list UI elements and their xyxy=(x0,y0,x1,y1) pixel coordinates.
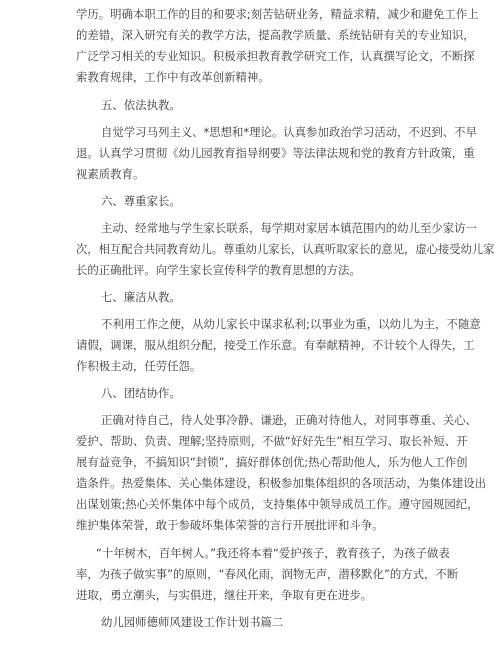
paragraph-line: 次，相互配合共同教育幼儿。尊重幼儿家长，认真听取家长的意见，虚心接受幼儿家 xyxy=(76,242,495,256)
paragraph-line: 索教育规律，工作中有改革创新精神。 xyxy=(76,70,270,84)
paragraph-line: 退。认真学习贯彻《幼儿园教育指导纲要》等法律法规和党的教育方针政策，重 xyxy=(76,146,475,160)
paragraph-line: 造条件。热爱集体、关心集体建设，积极参加集体组织的各项活动，为集体建设出 xyxy=(76,476,487,490)
section-heading: 七、廉洁从教。 xyxy=(101,290,181,304)
paragraph-line: 展有益竞争，不搞知识“封锁”，搞好群体创优;热心帮助他人，乐为他人工作创 xyxy=(76,455,468,469)
paragraph-line: 维护集体荣誉，敢于参破坏集体荣誉的言行开展批评和斗争。 xyxy=(76,518,384,532)
paragraph-line: 广泛学习相关的专业知识。积极承担教育教学研究工作，认真撰写论文，不断探 xyxy=(76,49,475,63)
paragraph-line: 爱护、帮助、负责、理解;坚持原则，不做“好好先生”相互学习、取长补短、开 xyxy=(76,434,468,448)
paragraph-line: 视素质教育。 xyxy=(76,167,145,181)
section-heading: 五、依法执教。 xyxy=(101,98,181,112)
paragraph-line: 请假，调课，服从组织分配，接受工作乐意。有奉献精神，不计较个人得失，工 xyxy=(76,338,475,352)
paragraph-line: 出谋划策;热心关怀集体中每个成员，支持集体中领导成员工作。遵守园规园纪， xyxy=(76,497,479,511)
section-heading: 六、尊重家长。 xyxy=(101,194,181,208)
section-heading: 八、团结协作。 xyxy=(101,386,181,400)
paragraph-line: 不利用工作之便，从幼儿家长中谋求私利;以事业为重，以幼儿为主，不随意 xyxy=(101,317,481,331)
paragraph-line: 进取，勇立潮头，与实俱进，继往开来，争取有更在进步。 xyxy=(76,588,373,602)
paragraph-line: “十年树木，百年树人。”我还将本着“爱护孩子，教育孩子，为孩子做表 xyxy=(96,546,450,560)
paragraph-line: 学历。明确本职工作的目的和要求;刻苦钻研业务，精益求精，减少和避免工作上 xyxy=(76,7,479,21)
paragraph-line: 自觉学习马列主义、*思想和*理论。认真参加政治学习活动，不迟到、不早 xyxy=(101,125,477,139)
paragraph-line: 主动、经常地与学生家长联系，每学期对家居本镇范围内的幼儿至少家访一 xyxy=(101,221,477,235)
paragraph-line: 率，为孩子做实事”的原则，“春风化雨，润物无声，潜移默化”的方式，不断 xyxy=(76,567,459,581)
paragraph-line: 的差错，深入研究有关的教学方法，提高教学质量、系统钻研有关的专业知识， xyxy=(76,28,475,42)
paragraph-line: 长的正确批评。向学生家长宣传科学的教育思想的方法。 xyxy=(76,263,361,277)
paragraph-line: 作积极主动，任劳任怨。 xyxy=(76,359,202,373)
paragraph-line: 正确对待自己，待人处事冷静、谦逊，正确对待他人，对同事尊重、关心、 xyxy=(101,413,477,427)
document-title: 幼儿园师德师风建设工作计划书篇二 xyxy=(101,615,284,629)
